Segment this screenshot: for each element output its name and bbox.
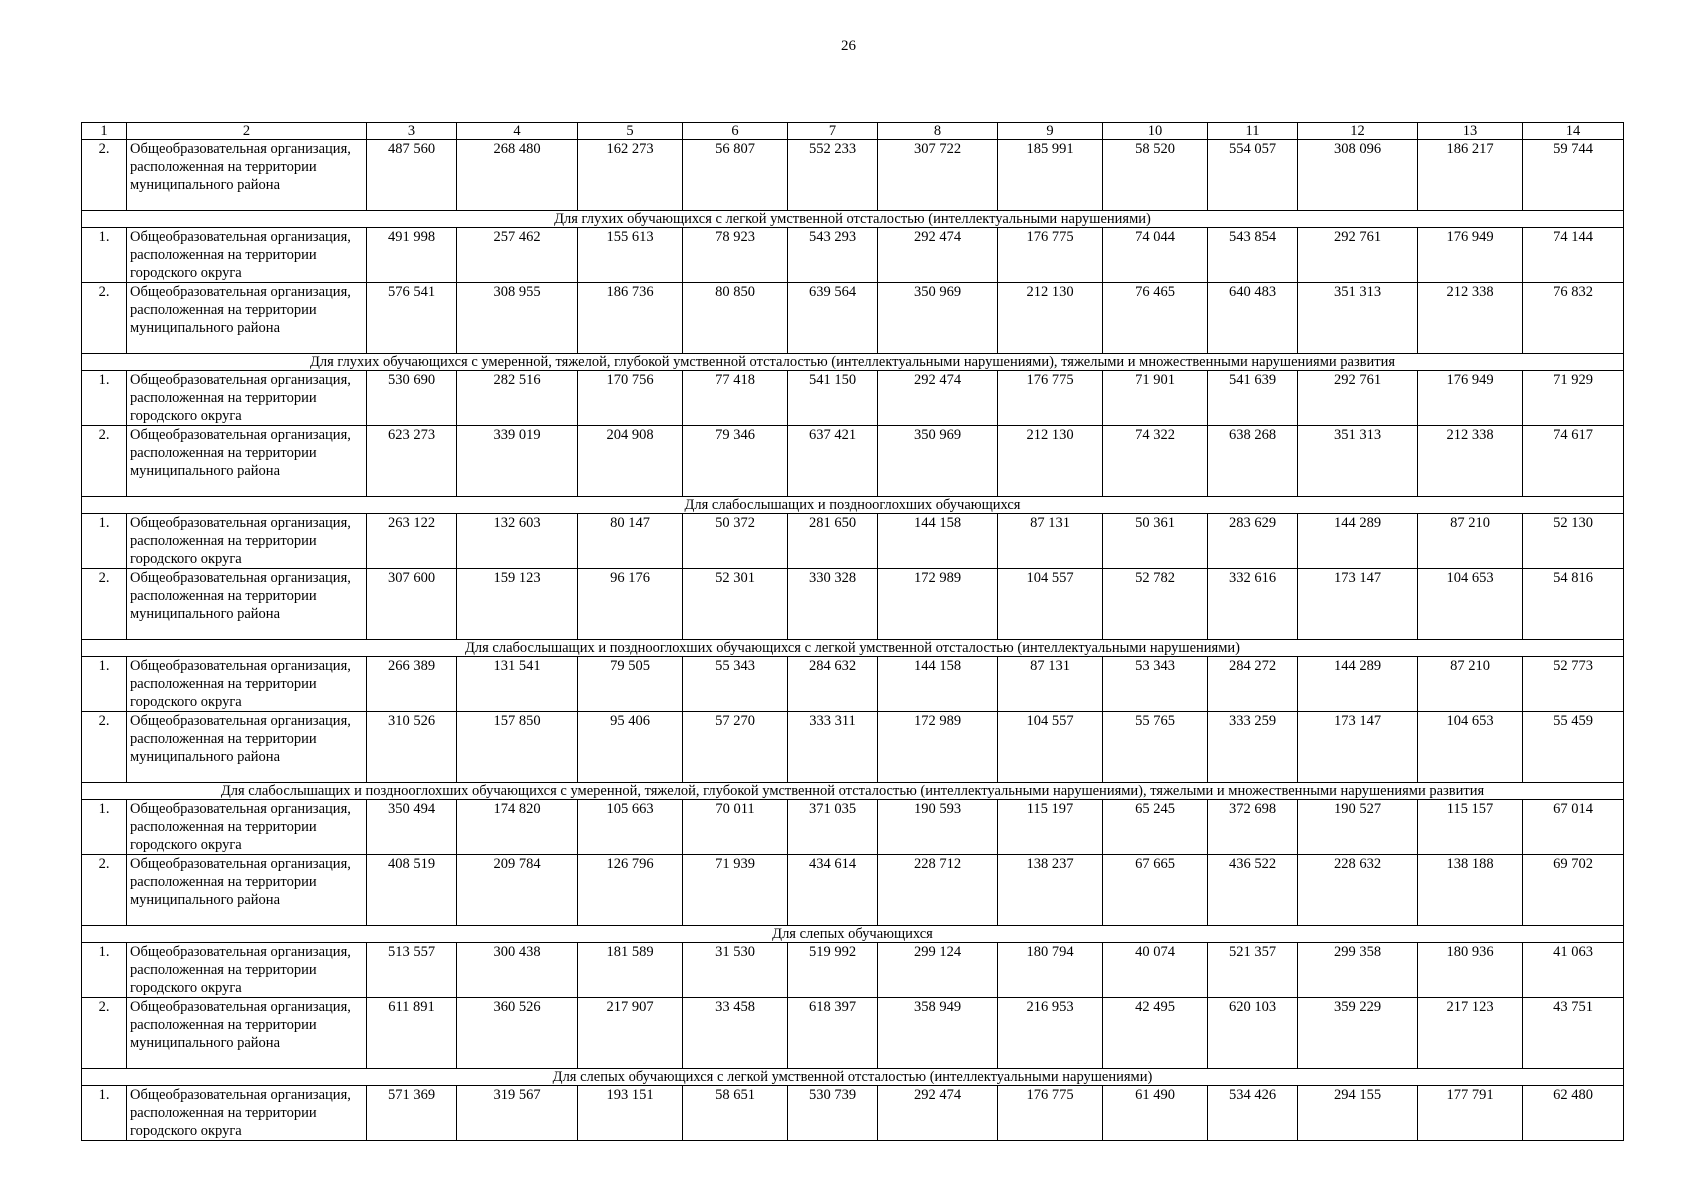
value-cell: 40 074 [1103,943,1208,998]
value-cell: 534 426 [1208,1086,1298,1141]
value-cell: 55 765 [1103,712,1208,783]
value-cell: 212 338 [1418,283,1523,354]
organization-name: Общеобразовательная организация, расположенная на территории городского округа [127,1086,367,1141]
table-row [82,800,1624,855]
value-cell: 638 268 [1208,426,1298,497]
value-cell: 71 901 [1103,371,1208,426]
column-header: 12 [1298,123,1418,140]
value-cell: 176 775 [998,228,1103,283]
table-row [82,228,1624,283]
column-header: 4 [457,123,578,140]
table-body [82,123,1624,1141]
value-cell: 639 564 [788,283,878,354]
value-cell: 543 854 [1208,228,1298,283]
value-cell: 144 158 [878,657,998,712]
value-cell: 281 650 [788,514,878,569]
table-row [82,514,1624,569]
value-cell: 284 632 [788,657,878,712]
value-cell: 132 603 [457,514,578,569]
column-header: 2 [127,123,367,140]
value-cell: 74 044 [1103,228,1208,283]
value-cell: 351 313 [1298,426,1418,497]
organization-name: Общеобразовательная организация, расположенная на территории муниципального района [127,426,367,497]
page-number: 26 [841,38,856,54]
value-cell: 131 541 [457,657,578,712]
value-cell: 552 233 [788,140,878,211]
value-cell: 530 739 [788,1086,878,1141]
value-cell: 620 103 [1208,998,1298,1069]
row-number: 2. [82,140,127,211]
table-row [82,569,1624,640]
section-heading-row [82,926,1624,943]
value-cell: 308 955 [457,283,578,354]
value-cell: 77 418 [683,371,788,426]
value-cell: 212 130 [998,283,1103,354]
section-heading-row [82,783,1624,800]
value-cell: 104 653 [1418,569,1523,640]
value-cell: 181 589 [578,943,683,998]
value-cell: 228 632 [1298,855,1418,926]
value-cell: 157 850 [457,712,578,783]
value-cell: 176 775 [998,1086,1103,1141]
row-number: 1. [82,514,127,569]
value-cell: 359 229 [1298,998,1418,1069]
value-cell: 351 313 [1298,283,1418,354]
value-cell: 126 796 [578,855,683,926]
organization-name: Общеобразовательная организация, расположенная на территории городского округа [127,228,367,283]
value-cell: 59 744 [1523,140,1624,211]
table-row [82,1086,1624,1141]
value-cell: 319 567 [457,1086,578,1141]
table-row [82,371,1624,426]
table-row [82,855,1624,926]
value-cell: 292 474 [878,1086,998,1141]
value-cell: 79 505 [578,657,683,712]
value-cell: 43 751 [1523,998,1624,1069]
value-cell: 177 791 [1418,1086,1523,1141]
value-cell: 521 357 [1208,943,1298,998]
organization-name: Общеобразовательная организация, расположенная на территории городского округа [127,657,367,712]
value-cell: 332 616 [1208,569,1298,640]
organization-name: Общеобразовательная организация, расположенная на территории муниципального района [127,283,367,354]
value-cell: 104 557 [998,569,1103,640]
value-cell: 190 593 [878,800,998,855]
value-cell: 436 522 [1208,855,1298,926]
value-cell: 162 273 [578,140,683,211]
row-number: 1. [82,657,127,712]
value-cell: 52 773 [1523,657,1624,712]
table-row [82,712,1624,783]
value-cell: 176 949 [1418,371,1523,426]
value-cell: 62 480 [1523,1086,1624,1141]
value-cell: 80 850 [683,283,788,354]
value-cell: 41 063 [1523,943,1624,998]
value-cell: 172 989 [878,569,998,640]
value-cell: 176 949 [1418,228,1523,283]
value-cell: 571 369 [367,1086,457,1141]
value-cell: 159 123 [457,569,578,640]
organization-name: Общеобразовательная организация, расположенная на территории муниципального района [127,140,367,211]
value-cell: 170 756 [578,371,683,426]
section-heading-row [82,497,1624,514]
value-cell: 299 358 [1298,943,1418,998]
section-heading-row [82,354,1624,371]
value-cell: 307 722 [878,140,998,211]
value-cell: 193 151 [578,1086,683,1141]
value-cell: 87 210 [1418,514,1523,569]
value-cell: 74 322 [1103,426,1208,497]
value-cell: 50 372 [683,514,788,569]
value-cell: 155 613 [578,228,683,283]
value-cell: 360 526 [457,998,578,1069]
column-header: 7 [788,123,878,140]
value-cell: 543 293 [788,228,878,283]
value-cell: 228 712 [878,855,998,926]
value-cell: 144 158 [878,514,998,569]
value-cell: 292 474 [878,228,998,283]
section-heading: Для слабослышащих и позднооглохших обучающихся [82,497,1624,514]
section-heading: Для слепых обучающихся с легкой умственной отсталостью (интеллектуальными нарушениями) [82,1069,1624,1086]
value-cell: 611 891 [367,998,457,1069]
column-header: 6 [683,123,788,140]
value-cell: 173 147 [1298,712,1418,783]
value-cell: 307 600 [367,569,457,640]
value-cell: 300 438 [457,943,578,998]
value-cell: 209 784 [457,855,578,926]
section-heading: Для слепых обучающихся [82,926,1624,943]
value-cell: 554 057 [1208,140,1298,211]
value-cell: 52 130 [1523,514,1624,569]
value-cell: 57 270 [683,712,788,783]
value-cell: 50 361 [1103,514,1208,569]
value-cell: 172 989 [878,712,998,783]
column-header: 10 [1103,123,1208,140]
value-cell: 282 516 [457,371,578,426]
column-header: 13 [1418,123,1523,140]
value-cell: 618 397 [788,998,878,1069]
value-cell: 212 130 [998,426,1103,497]
value-cell: 257 462 [457,228,578,283]
row-number: 1. [82,1086,127,1141]
value-cell: 58 520 [1103,140,1208,211]
value-cell: 513 557 [367,943,457,998]
value-cell: 185 991 [998,140,1103,211]
value-cell: 333 259 [1208,712,1298,783]
value-cell: 67 014 [1523,800,1624,855]
organization-name: Общеобразовательная организация, расположенная на территории городского округа [127,800,367,855]
value-cell: 78 923 [683,228,788,283]
value-cell: 350 494 [367,800,457,855]
value-cell: 266 389 [367,657,457,712]
value-cell: 372 698 [1208,800,1298,855]
value-cell: 71 929 [1523,371,1624,426]
value-cell: 294 155 [1298,1086,1418,1141]
value-cell: 53 343 [1103,657,1208,712]
value-cell: 71 939 [683,855,788,926]
value-cell: 190 527 [1298,800,1418,855]
value-cell: 310 526 [367,712,457,783]
value-cell: 55 459 [1523,712,1624,783]
organization-name: Общеобразовательная организация, расположенная на территории муниципального района [127,998,367,1069]
value-cell: 637 421 [788,426,878,497]
value-cell: 144 289 [1298,657,1418,712]
value-cell: 487 560 [367,140,457,211]
value-cell: 576 541 [367,283,457,354]
value-cell: 217 123 [1418,998,1523,1069]
value-cell: 519 992 [788,943,878,998]
value-cell: 491 998 [367,228,457,283]
organization-name: Общеобразовательная организация, расположенная на территории муниципального района [127,569,367,640]
value-cell: 308 096 [1298,140,1418,211]
value-cell: 333 311 [788,712,878,783]
row-number: 1. [82,371,127,426]
column-header: 11 [1208,123,1298,140]
row-number: 2. [82,569,127,640]
section-heading-row [82,211,1624,228]
value-cell: 350 969 [878,283,998,354]
value-cell: 70 011 [683,800,788,855]
value-cell: 180 794 [998,943,1103,998]
value-cell: 79 346 [683,426,788,497]
value-cell: 104 557 [998,712,1103,783]
value-cell: 104 653 [1418,712,1523,783]
value-cell: 173 147 [1298,569,1418,640]
row-number: 2. [82,998,127,1069]
column-header: 3 [367,123,457,140]
value-cell: 76 832 [1523,283,1624,354]
row-number: 2. [82,283,127,354]
value-cell: 61 490 [1103,1086,1208,1141]
value-cell: 292 761 [1298,228,1418,283]
value-cell: 541 150 [788,371,878,426]
value-cell: 640 483 [1208,283,1298,354]
value-cell: 358 949 [878,998,998,1069]
value-cell: 96 176 [578,569,683,640]
row-number: 1. [82,228,127,283]
value-cell: 144 289 [1298,514,1418,569]
value-cell: 52 782 [1103,569,1208,640]
value-cell: 371 035 [788,800,878,855]
value-cell: 176 775 [998,371,1103,426]
value-cell: 292 474 [878,371,998,426]
value-cell: 80 147 [578,514,683,569]
value-cell: 268 480 [457,140,578,211]
value-cell: 105 663 [578,800,683,855]
value-cell: 292 761 [1298,371,1418,426]
value-cell: 283 629 [1208,514,1298,569]
value-cell: 33 458 [683,998,788,1069]
value-cell: 74 144 [1523,228,1624,283]
organization-name: Общеобразовательная организация, расположенная на территории муниципального района [127,712,367,783]
table-row [82,140,1624,211]
column-header: 8 [878,123,998,140]
value-cell: 31 530 [683,943,788,998]
section-heading-row [82,1069,1624,1086]
value-cell: 330 328 [788,569,878,640]
column-header: 9 [998,123,1103,140]
value-cell: 434 614 [788,855,878,926]
section-heading: Для глухих обучающихся с умеренной, тяжелой, глубокой умственной отсталостью (интеллектуальными нарушениями), тяжелыми и множественными нарушениями развития [82,354,1624,371]
value-cell: 42 495 [1103,998,1208,1069]
value-cell: 69 702 [1523,855,1624,926]
value-cell: 541 639 [1208,371,1298,426]
value-cell: 95 406 [578,712,683,783]
value-cell: 87 210 [1418,657,1523,712]
row-number: 1. [82,943,127,998]
value-cell: 56 807 [683,140,788,211]
column-header: 1 [82,123,127,140]
value-cell: 76 465 [1103,283,1208,354]
section-heading-row [82,640,1624,657]
organization-name: Общеобразовательная организация, расположенная на территории городского округа [127,943,367,998]
table-row [82,283,1624,354]
value-cell: 52 301 [683,569,788,640]
organization-name: Общеобразовательная организация, расположенная на территории городского округа [127,371,367,426]
value-cell: 212 338 [1418,426,1523,497]
row-number: 2. [82,426,127,497]
organization-name: Общеобразовательная организация, расположенная на территории муниципального района [127,855,367,926]
column-header: 14 [1523,123,1624,140]
value-cell: 350 969 [878,426,998,497]
table-row [82,998,1624,1069]
section-heading: Для слабослышащих и позднооглохших обучающихся с умеренной, тяжелой, глубокой умственной отсталостью (интеллектуальными нарушениями), тяжелыми и множественными нарушениями развития [82,783,1624,800]
value-cell: 65 245 [1103,800,1208,855]
value-cell: 408 519 [367,855,457,926]
value-cell: 217 907 [578,998,683,1069]
organization-name: Общеобразовательная организация, расположенная на территории городского округа [127,514,367,569]
row-number: 2. [82,855,127,926]
table-row [82,657,1624,712]
column-number-row [82,123,1624,140]
row-number: 1. [82,800,127,855]
value-cell: 115 157 [1418,800,1523,855]
table-row [82,426,1624,497]
value-cell: 186 217 [1418,140,1523,211]
section-heading: Для слабослышащих и позднооглохших обучающихся с легкой умственной отсталостью (интеллектуальными нарушениями) [82,640,1624,657]
table-row [82,943,1624,998]
row-number: 2. [82,712,127,783]
value-cell: 299 124 [878,943,998,998]
value-cell: 115 197 [998,800,1103,855]
value-cell: 180 936 [1418,943,1523,998]
value-cell: 55 343 [683,657,788,712]
value-cell: 530 690 [367,371,457,426]
value-cell: 263 122 [367,514,457,569]
value-cell: 174 820 [457,800,578,855]
value-cell: 339 019 [457,426,578,497]
value-cell: 87 131 [998,514,1103,569]
value-cell: 87 131 [998,657,1103,712]
value-cell: 54 816 [1523,569,1624,640]
value-cell: 67 665 [1103,855,1208,926]
value-cell: 58 651 [683,1086,788,1141]
value-cell: 138 237 [998,855,1103,926]
section-heading: Для глухих обучающихся с легкой умственной отсталостью (интеллектуальными нарушениями) [82,211,1624,228]
value-cell: 284 272 [1208,657,1298,712]
column-header: 5 [578,123,683,140]
value-cell: 216 953 [998,998,1103,1069]
value-cell: 623 273 [367,426,457,497]
value-cell: 74 617 [1523,426,1624,497]
value-cell: 186 736 [578,283,683,354]
funding-table [81,122,1624,1141]
value-cell: 204 908 [578,426,683,497]
value-cell: 138 188 [1418,855,1523,926]
